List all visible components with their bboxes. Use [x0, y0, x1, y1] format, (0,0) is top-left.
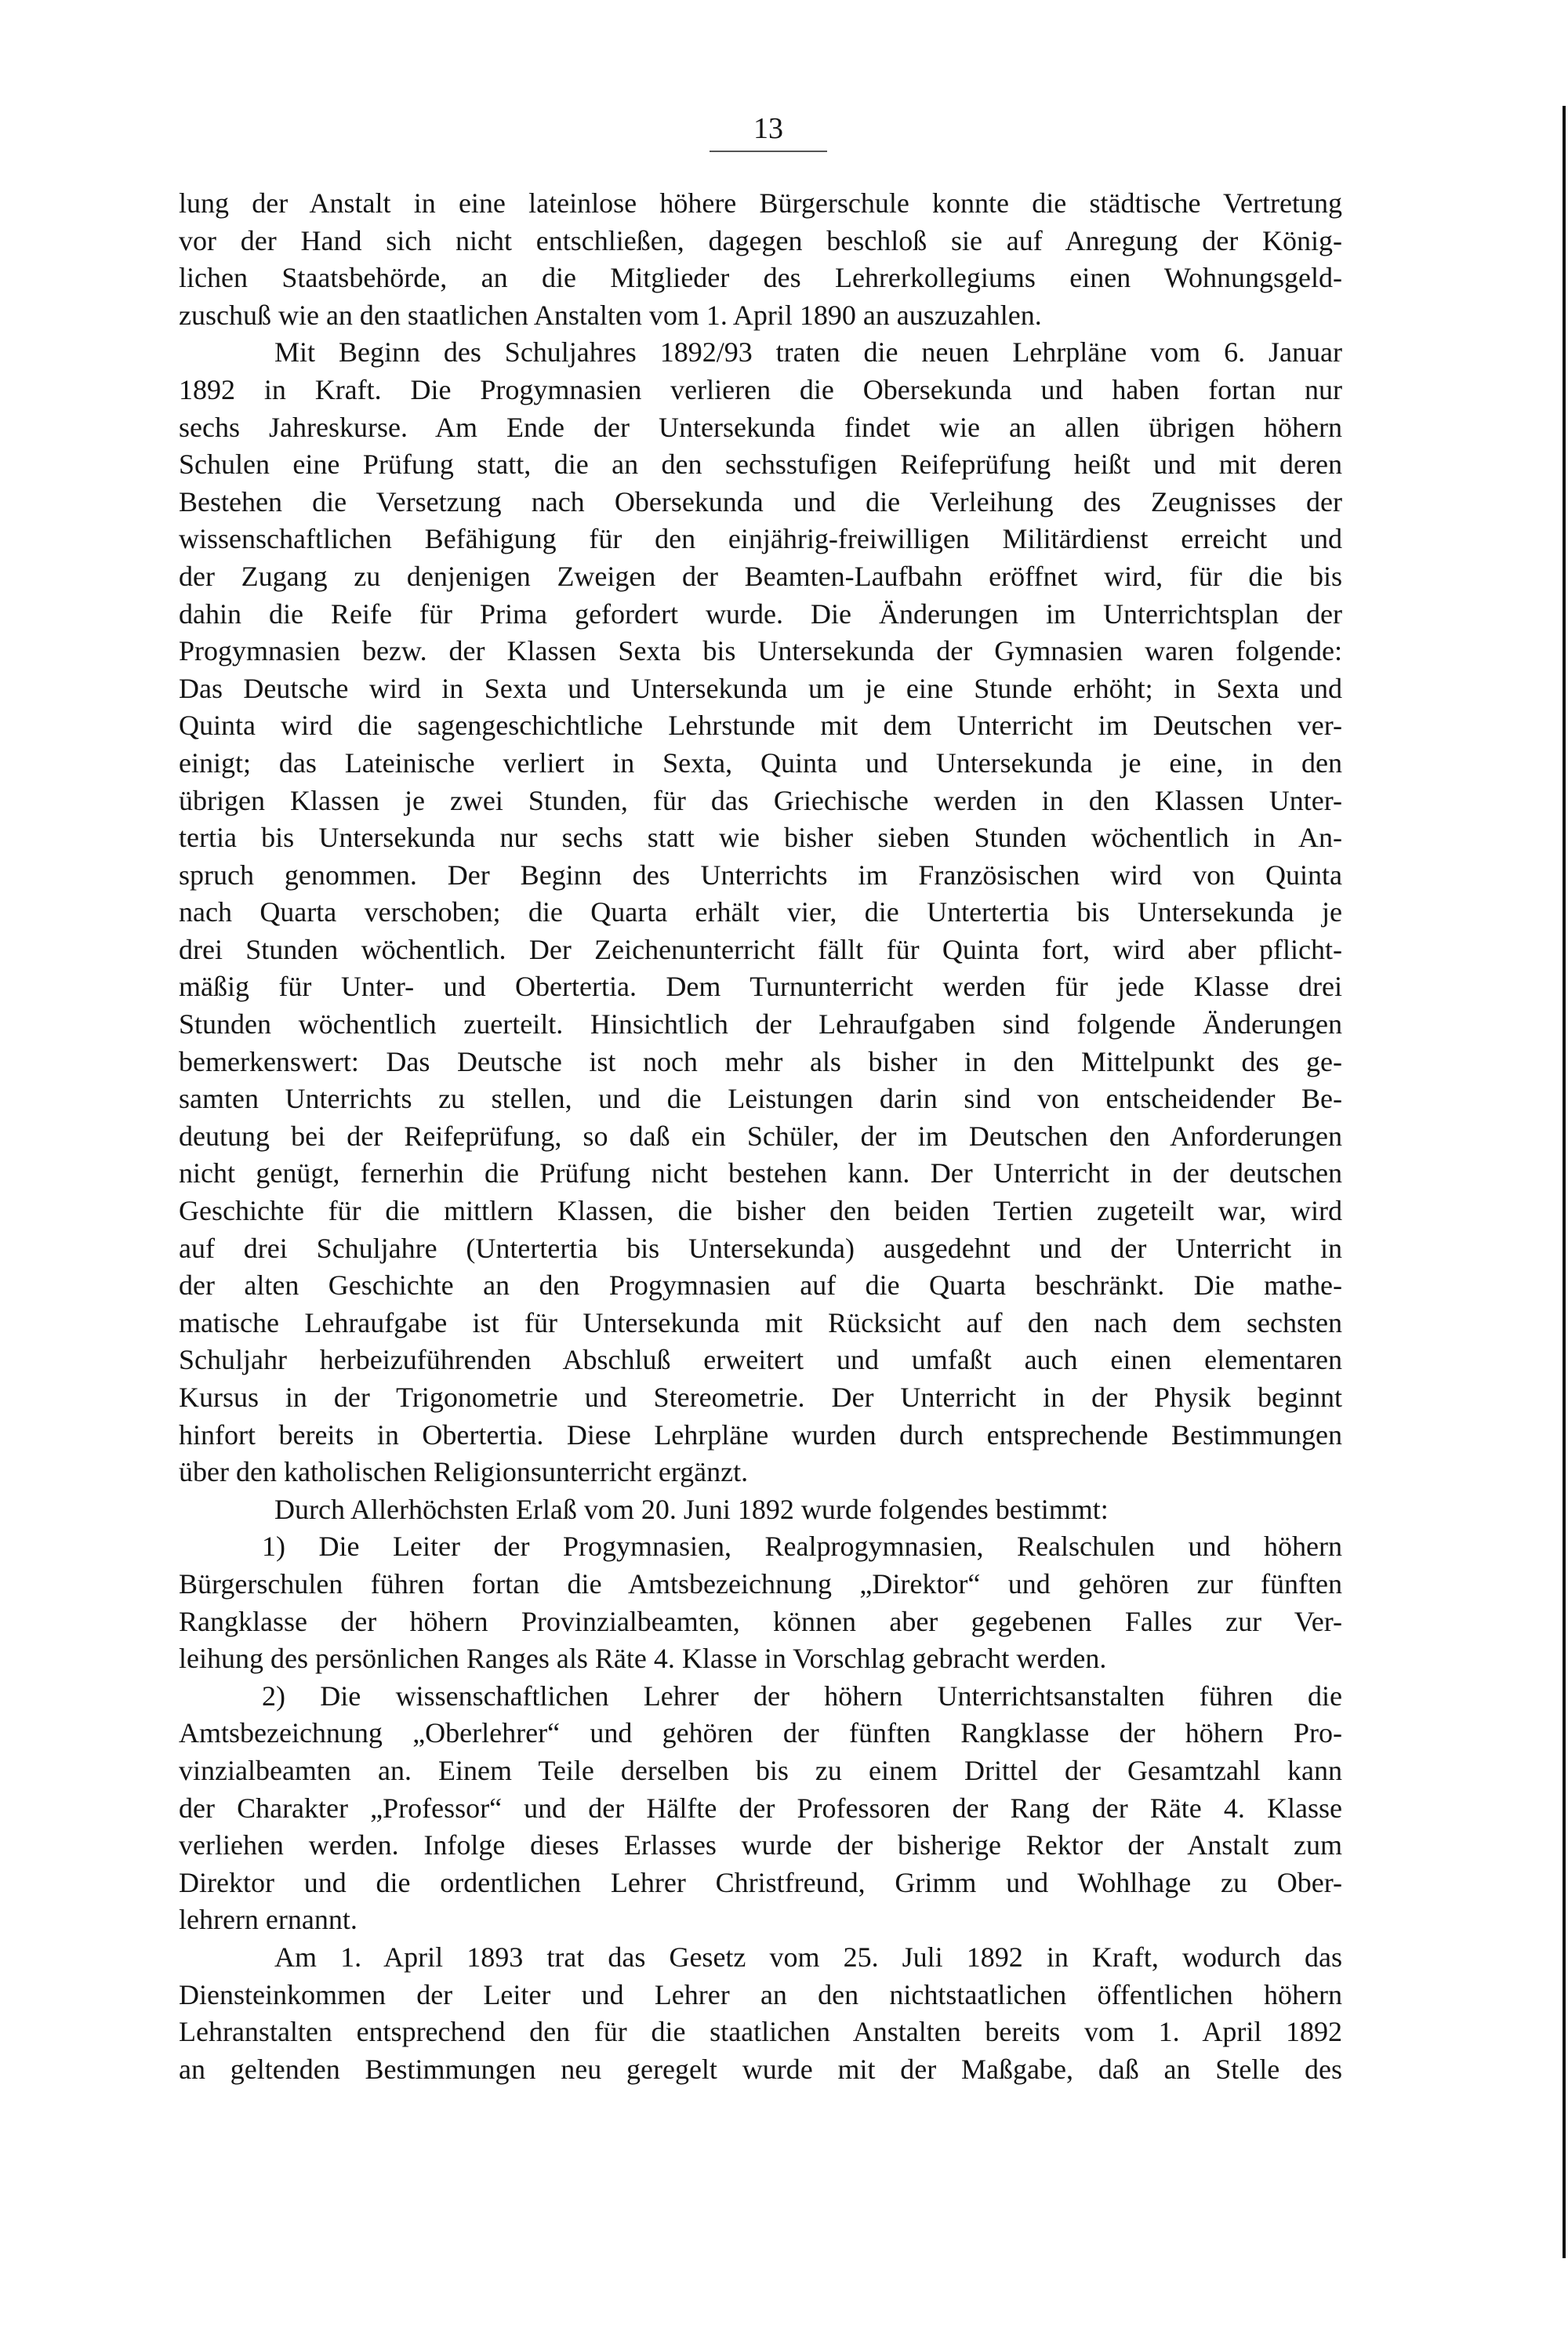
text-line: leihung des persönlichen Ranges als Räte 4. Klasse in Vorschlag gebracht werden.	[179, 1643, 1107, 1675]
text-line: lung der Anstalt in eine lateinlose höhere Bürgerschule konnte die städtische Vertretung	[179, 187, 1342, 219]
text-line: nicht genügt, fernerhin die Prüfung nicht bestehen kann. Der Unterricht in der deutschen	[179, 1157, 1342, 1189]
text-line: Schulen eine Prüfung statt, die an den sechsstufigen Reifeprüfung heißt und mit deren	[179, 448, 1342, 481]
text-line: 2) Die wissenschaftlichen Lehrer der höhern Unterrichtsanstalten führen die	[262, 1680, 1342, 1712]
text-line: vor der Hand sich nicht entschließen, dagegen beschloß sie auf Anregung der König-	[179, 224, 1342, 256]
text-line: Quinta wird die sagengeschichtliche Lehrstunde mit dem Unterricht im Deutschen ver-	[179, 710, 1342, 742]
scan-edge-line	[1563, 106, 1566, 2258]
text-line: Stunden wöchentlich zuerteilt. Hinsichtlich der Lehraufgaben sind folgende Änderungen	[179, 1008, 1342, 1040]
text-line: drei Stunden wöchentlich. Der Zeichenunterricht fällt für Quinta fort, wird aber pflicht-	[179, 933, 1342, 965]
page-number: 13	[753, 112, 783, 145]
text-line: Durch Allerhöchsten Erlaß vom 20. Juni 1892 wurde folgendes bestimmt:	[274, 1493, 1109, 1525]
text-line: Lehranstalten entsprechend den für die staatlichen Anstalten bereits vom 1. April 1892	[179, 2016, 1342, 2048]
text-line: deutung bei der Reifeprüfung, so daß ein Schüler, der im Deutschen den Anforderungen	[179, 1120, 1342, 1152]
text-line: Diensteinkommen der Leiter und Lehrer an den nichtstaatlichen öffentlichen höhern	[179, 1978, 1342, 2010]
text-line: Kursus in der Trigonometrie und Stereometrie. Der Unterricht in der Physik beginnt	[179, 1382, 1342, 1413]
text-line: einigt; das Lateinische verliert in Sexta, Quinta und Untersekunda je eine, in den	[179, 746, 1342, 779]
text-line: verliehen werden. Infolge dieses Erlasses wurde der bisherige Rektor der Anstalt zum	[179, 1829, 1342, 1861]
text-line: der Charakter „Professor“ und der Hälfte der Professoren der Rang der Räte 4. Klasse	[179, 1792, 1342, 1824]
text-line: hinfort bereits in Obertertia. Diese Lehrpläne wurden durch entsprechende Bestimmungen	[179, 1418, 1342, 1451]
text-line: an geltenden Bestimmungen neu geregelt wurde mit der Maßgabe, daß an Stelle des	[179, 2053, 1342, 2085]
page-number-rule	[710, 151, 827, 152]
text-line: Bestehen die Versetzung nach Obersekunda und die Verleihung des Zeugnisses der	[179, 485, 1342, 518]
text-line: matische Lehraufgabe ist für Untersekunda mit Rücksicht auf den nach dem sechsten	[179, 1306, 1342, 1338]
text-line: Mit Beginn des Schuljahres 1892/93 traten die neuen Lehrpläne vom 6. Januar	[274, 336, 1342, 369]
text-line: Amtsbezeichnung „Oberlehrer“ und gehören der fünften Rangklasse der höhern Pro-	[179, 1717, 1342, 1749]
text-line: lichen Staatsbehörde, an die Mitglieder des Lehrerkollegiums einen Wohnungsgeld-	[179, 262, 1342, 294]
text-line: dahin die Reife für Prima gefordert wurde. Die Änderungen im Unterrichtsplan der	[179, 597, 1342, 630]
text-line: übrigen Klassen je zwei Stunden, für das Griechische werden in den Klassen Unter-	[179, 784, 1342, 816]
text-line: mäßig für Unter- und Obertertia. Dem Turnunterricht werden für jede Klasse drei	[179, 971, 1342, 1003]
text-line: spruch genommen. Der Beginn des Unterrichts im Französischen wird von Quinta	[179, 859, 1342, 891]
text-line: sechs Jahreskurse. Am Ende der Untersekunda findet wie an allen übrigen höhern	[179, 411, 1342, 443]
text-line: lehrern ernannt.	[179, 1904, 358, 1936]
text-line: 1) Die Leiter der Progymnasien, Realprogymnasien, Realschulen und höhern	[262, 1531, 1342, 1563]
body-text	[179, 185, 1342, 2088]
text-line: Das Deutsche wird in Sexta und Untersekunda um je eine Stunde erhöht; in Sexta und	[179, 672, 1342, 704]
text-line: samten Unterrichts zu stellen, und die Leistungen darin sind von entscheidender Be-	[179, 1083, 1342, 1115]
text-line: der alten Geschichte an den Progymnasien auf die Quarta beschränkt. Die mathe-	[179, 1269, 1342, 1302]
text-line: bemerkenswert: Das Deutsche ist noch mehr als bisher in den Mittelpunkt des ge-	[179, 1045, 1342, 1077]
text-line: zuschuß wie an den staatlichen Anstalten vom 1. April 1890 an auszuzahlen.	[179, 299, 1042, 331]
text-line: auf drei Schuljahre (Untertertia bis Untersekunda) ausgedehnt und der Unterricht in	[179, 1232, 1342, 1264]
text-line: 1892 in Kraft. Die Progymnasien verlieren die Obersekunda und haben fortan nur	[179, 373, 1342, 405]
text-line: Geschichte für die mittlern Klassen, die bisher den beiden Tertien zugeteilt war, wird	[179, 1195, 1342, 1227]
text-line: Progymnasien bezw. der Klassen Sexta bis Untersekunda der Gymnasien waren folgende:	[179, 635, 1342, 667]
text-line: wissenschaftlichen Befähigung für den einjährig-freiwilligen Militärdienst erreicht und	[179, 523, 1342, 555]
text-line: Bürgerschulen führen fortan die Amtsbezeichnung „Direktor“ und gehören zur fünften	[179, 1567, 1342, 1600]
text-line: über den katholischen Religionsunterricht ergänzt.	[179, 1456, 749, 1488]
text-line: Direktor und die ordentlichen Lehrer Christfreund, Grimm und Wohlhage zu Ober-	[179, 1866, 1342, 1898]
text-line: tertia bis Untersekunda nur sechs statt wie bisher sieben Stunden wöchentlich in An-	[179, 822, 1342, 854]
text-line: der Zugang zu denjenigen Zweigen der Beamten-Laufbahn eröffnet wird, für die bis	[179, 560, 1342, 592]
text-line: Schuljahr herbeizuführenden Abschluß erweitert und umfaßt auch einen elementaren	[179, 1344, 1342, 1376]
text-line: Am 1. April 1893 trat das Gesetz vom 25. Juli 1892 in Kraft, wodurch das	[274, 1941, 1342, 1973]
text-line: nach Quarta verschoben; die Quarta erhält vier, die Untertertia bis Untersekunda je	[179, 896, 1342, 928]
text-line: Rangklasse der höhern Provinzialbeamten, können aber gegebenen Falles zur Ver-	[179, 1605, 1342, 1637]
text-line: vinzialbeamten an. Einem Teile derselben bis zu einem Drittel der Gesamtzahl kann	[179, 1754, 1342, 1786]
